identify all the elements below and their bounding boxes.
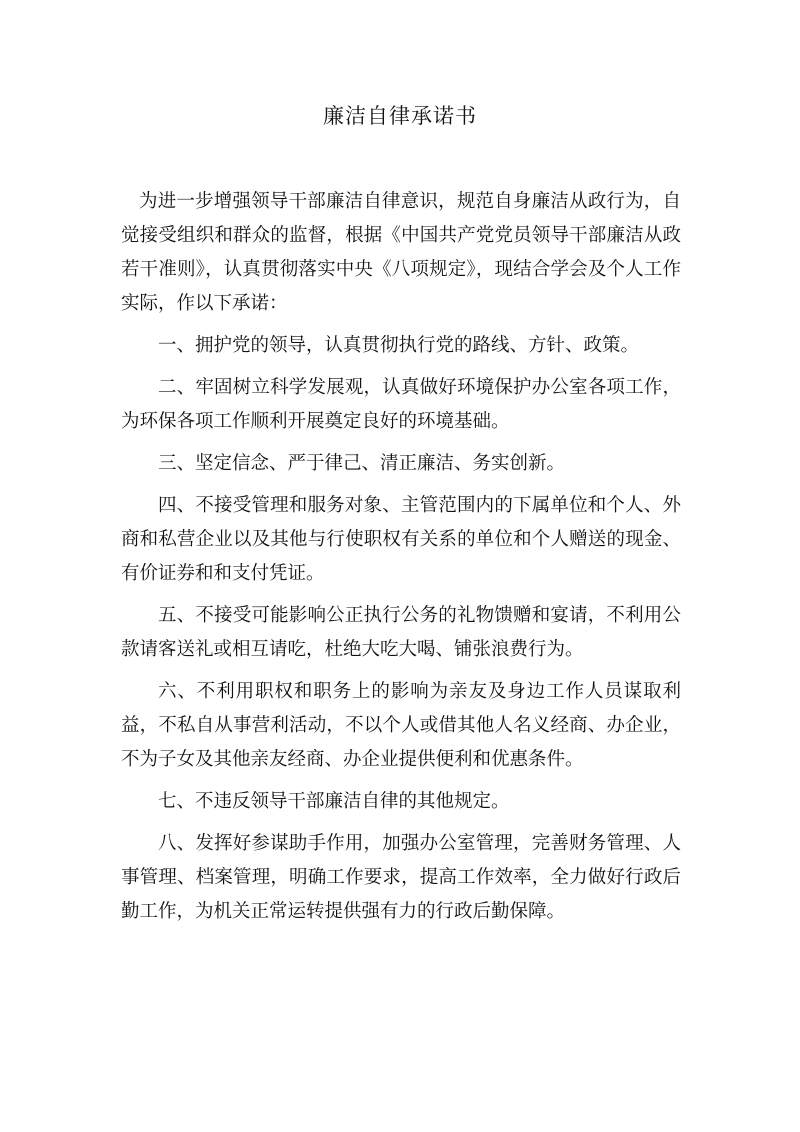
intro-paragraph: 为进一步增强领导干部廉洁自律意识，规范自身廉洁从政行为，自觉接受组织和群众的监督，根据《中国共产党党员领导干部廉洁从政若干准则》，认真贯彻落实中央《八项规定》，现结合学会及个人工作实际，作以下承诺： [121,191,681,314]
commitment-8: 八、发挥好参谋助手作用，加强办公室管理，完善财务管理、人事管理、档案管理，明确工作要求，提高工作效率，全力做好行政后勤工作，为机关正常运转提供强有力的行政后勤保障。 [121,833,681,922]
commitment-7: 七、不违反领导干部廉洁自律的其他规定。 [158,791,510,812]
commitment-1: 一、拥护党的领导，认真贯彻执行党的路线、方针、政策。 [158,335,640,356]
commitment-5: 五、不接受可能影响公正执行公务的礼物馈赠和宴请，不利用公款请客送礼或相互请吃，杜绝大吃大喝、铺张浪费行为。 [121,605,681,660]
commitment-4: 四、不接受管理和服务对象、主管范围内的下属单位和个人、外商和私营企业以及其他与行使职权有关系的单位和个人赠送的现金、有价证券和和支付凭证。 [121,495,681,584]
commitment-3: 三、坚定信念、严于律己、清正廉洁、务实创新。 [158,453,566,474]
commitment-6: 六、不利用职权和职务上的影响为亲友及身边工作人员谋取利益，不私自从事营利活动，不以个人或借其他人名义经商、办企业，不为子女及其他亲友经商、办企业提供便利和优惠条件。 [121,681,681,770]
document-body [121,185,681,937]
commitment-2: 二、牢固树立科学发展观，认真做好环境保护办公室各项工作，为环保各项工作顺利开展奠定良好的环境基础。 [121,377,681,432]
document-title: 廉洁自律承诺书 [323,104,477,128]
